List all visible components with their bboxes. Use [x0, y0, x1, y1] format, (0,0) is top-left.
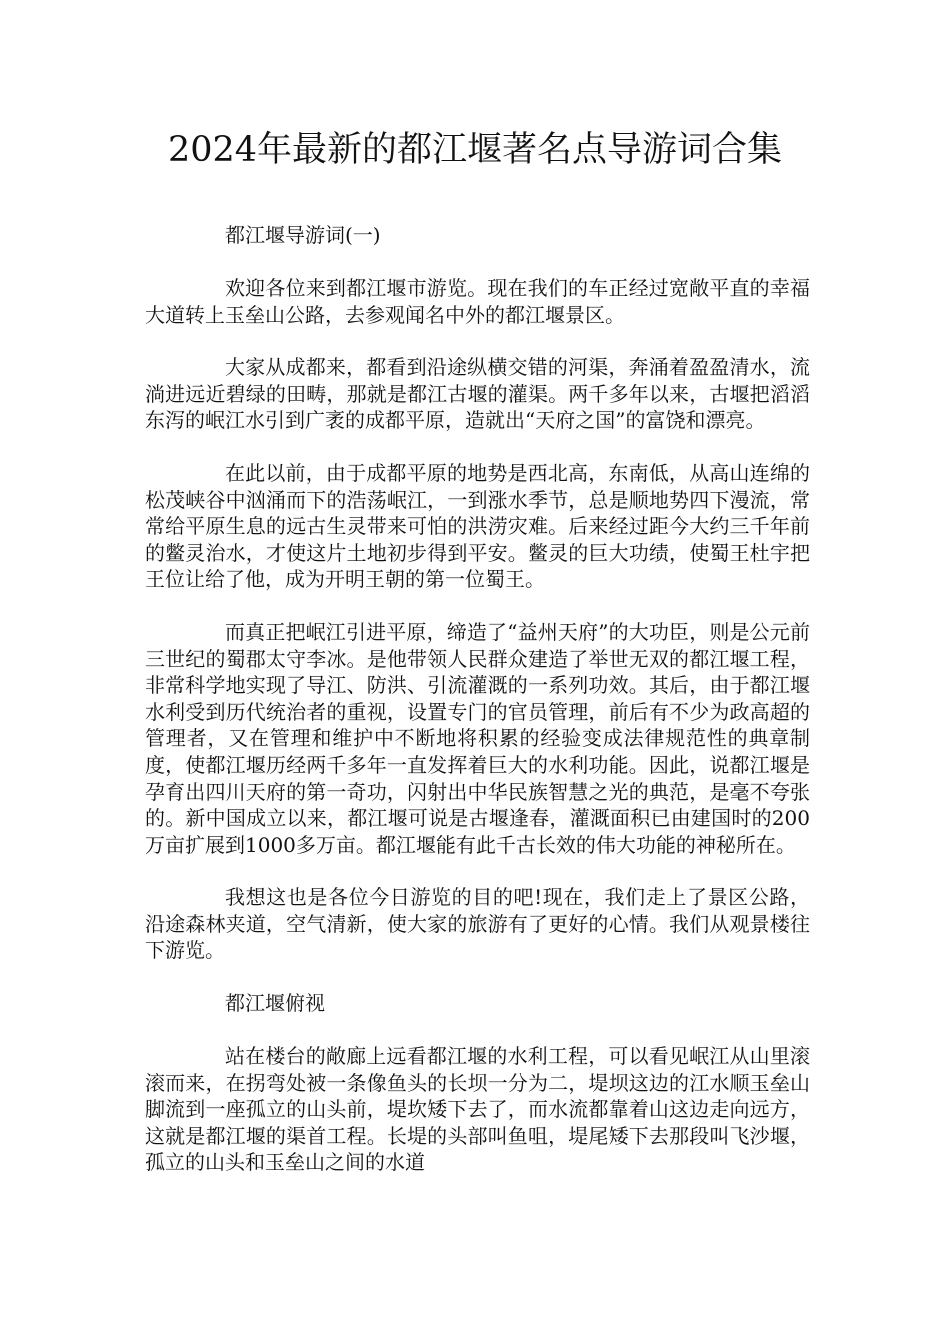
- document-body: [145, 222, 810, 1176]
- paragraph-gap: [145, 858, 810, 884]
- section-heading-overview: 都江堰俯视: [225, 991, 325, 1016]
- paragraph: 欢迎各位来到都江堰市游览。现在我们的车正经过宽敞平直的幸福大道转上玉垒山公路，去参观闻名中外的都江堰景区。: [145, 276, 810, 327]
- section-heading-guide-1: 都江堰导游词(一): [225, 223, 381, 247]
- paragraph-gap: [145, 249, 810, 275]
- paragraph: 在此以前，由于成都平原的地势是西北高，东南低，从高山连绵的松茂峡谷中汹涌而下的浩荡岷江，一到涨水季节，总是顺地势四下漫流，常常给平原生息的远古生灵带来可怕的洪涝灾难。后来经过距今大约三千年前的鳖灵治水，才使这片土地初步得到平安。鳖灵的巨大功绩，使蜀王杜宇把王位让给了他，成为开明王朝的第一位蜀王。: [145, 460, 810, 592]
- paragraph: 我想这也是各位今日游览的目的吧!现在，我们走上了景区公路，沿途森林夹道，空气清新，使大家的旅游有了更好的心情。我们从观景楼往下游览。: [145, 885, 810, 963]
- paragraph-gap: [145, 964, 810, 990]
- paragraph-gap: [145, 434, 810, 460]
- paragraph: 而真正把岷江引进平原，缔造了“益州天府”的大功臣，则是公元前三世纪的蜀郡太守李冰。是他带领人民群众建造了举世无双的都江堰工程，非常科学地实现了导江、防洪、引流灌溉的一系列功效。其后，由于都江堰水利受到历代统治者的重视，设置专门的官员管理，前后有不少为政高超的管理者，又在管理和维护中不断地将积累的经验变成法律规范性的典章制度，使都江堰历经两千多年一直发挥着巨大的水利功能。因此，说都江堰是孕育出四川天府的第一奇功，闪射出中华民族智慧之光的典范，是毫不夸张的。新中国成立以来，都江堰可说是古堰逢春，灌溉面积已由建国时的200万亩扩展到1000多万亩。都江堰能有此千古长效的伟大功能的神秘所在。: [145, 619, 810, 857]
- document-title: 2024年最新的都江堰著名点导游词合集: [167, 130, 783, 170]
- paragraph: 站在楼台的敞廊上远看都江堰的水利工程，可以看见岷江从山里滚滚而来，在拐弯处被一条像鱼头的长坝一分为二，堤坝这边的江水顺玉垒山脚流到一座孤立的山头前，堤坎矮下去了，而水流都靠着山这边走向远方，这就是都江堰的渠首工程。长堤的头部叫鱼咀，堤尾矮下去那段叫飞沙堰，孤立的山头和玉垒山之间的水道: [145, 1044, 810, 1175]
- paragraph-gap: [145, 328, 810, 354]
- paragraph-gap: [145, 593, 810, 619]
- paragraph-gap: [145, 1017, 810, 1043]
- paragraph: 大家从成都来，都看到沿途纵横交错的河渠，奔涌着盈盈清水，流淌进远近碧绿的田畴，那就是都江古堰的灌渠。两千多年以来，古堰把滔滔东泻的岷江水引到广袤的成都平原，造就出“天府之国”的富饶和漂亮。: [145, 355, 810, 433]
